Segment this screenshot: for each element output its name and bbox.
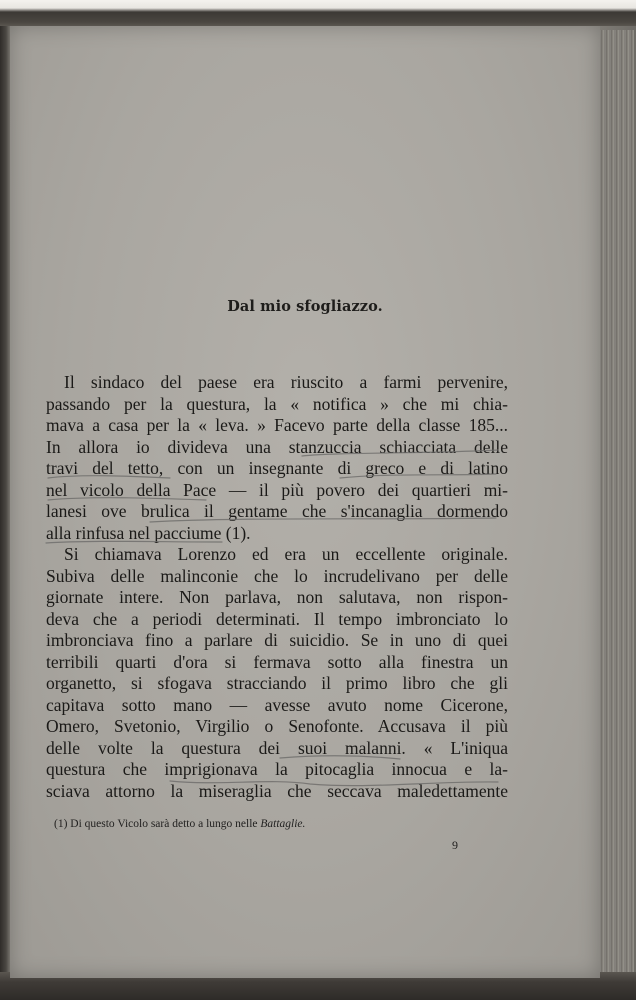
- text-line: imbronciava fino a parlare di suicidio. Se in uno di quei: [46, 630, 508, 650]
- text-line: In allora io divideva una stanzuccia schiacciata delle: [46, 436, 508, 457]
- text-line: sciava attorno la miseraglia che seccava maledettamente: [46, 780, 508, 801]
- footnote-italic-text: Battaglie.: [260, 818, 306, 830]
- text-line: alla rinfusa nel pacciume (1).: [46, 522, 251, 543]
- book-top-edge: [0, 0, 636, 26]
- text-line: deva che a periodi determinati. Il tempo imbronciato lo: [46, 608, 508, 629]
- text-line: Omero, Svetonio, Virgilio o Senofonte. Accusava il più: [46, 716, 508, 736]
- text-line: giornate intere. Non parlava, non salutava, non rispon-: [46, 587, 508, 607]
- text-line: Subiva delle malinconie che lo incrudelivano per delle: [46, 565, 508, 586]
- body-text: [46, 372, 508, 802]
- text-line: travi del tetto, con un insegnante di greco e di latino: [46, 458, 508, 478]
- text-line: terribili quarti d'ora si fermava sotto alla finestra un: [46, 651, 508, 672]
- book-page: [10, 26, 600, 978]
- page-edges: [598, 30, 634, 975]
- footnote-text: (1) Di questo Vicolo sarà detto a lungo nelle: [54, 818, 261, 830]
- text-line: Il sindaco del paese era riuscito a farmi pervenire,: [64, 372, 508, 392]
- page-number: 9: [452, 838, 458, 852]
- text-line: Si chiamava Lorenzo ed era un eccellente originale.: [64, 544, 508, 564]
- text-line: nel vicolo della Pace — il più povero dei quartieri mi-: [46, 479, 508, 500]
- text-line: passando per la questura, la « notifica » che mi chia-: [46, 393, 508, 414]
- footnote: [54, 818, 474, 830]
- chapter-title: Dal mio sfogliazzo.: [227, 298, 383, 315]
- text-line: questura che imprigionava la pitocaglia innocua e la-: [46, 759, 508, 779]
- text-line: lanesi ove brulica il gentame che s'incanaglia dormendo: [46, 501, 508, 521]
- text-line: mava a casa per la « leva. » Facevo parte della classe 185...: [46, 415, 508, 435]
- text-line: capitava sotto mano — avesse avuto nome Cicerone,: [46, 694, 508, 715]
- text-line: organetto, si sfogava stracciando il primo libro che gli: [46, 673, 508, 693]
- text-line: delle volte la questura dei suoi malanni. « L'iniqua: [46, 737, 508, 758]
